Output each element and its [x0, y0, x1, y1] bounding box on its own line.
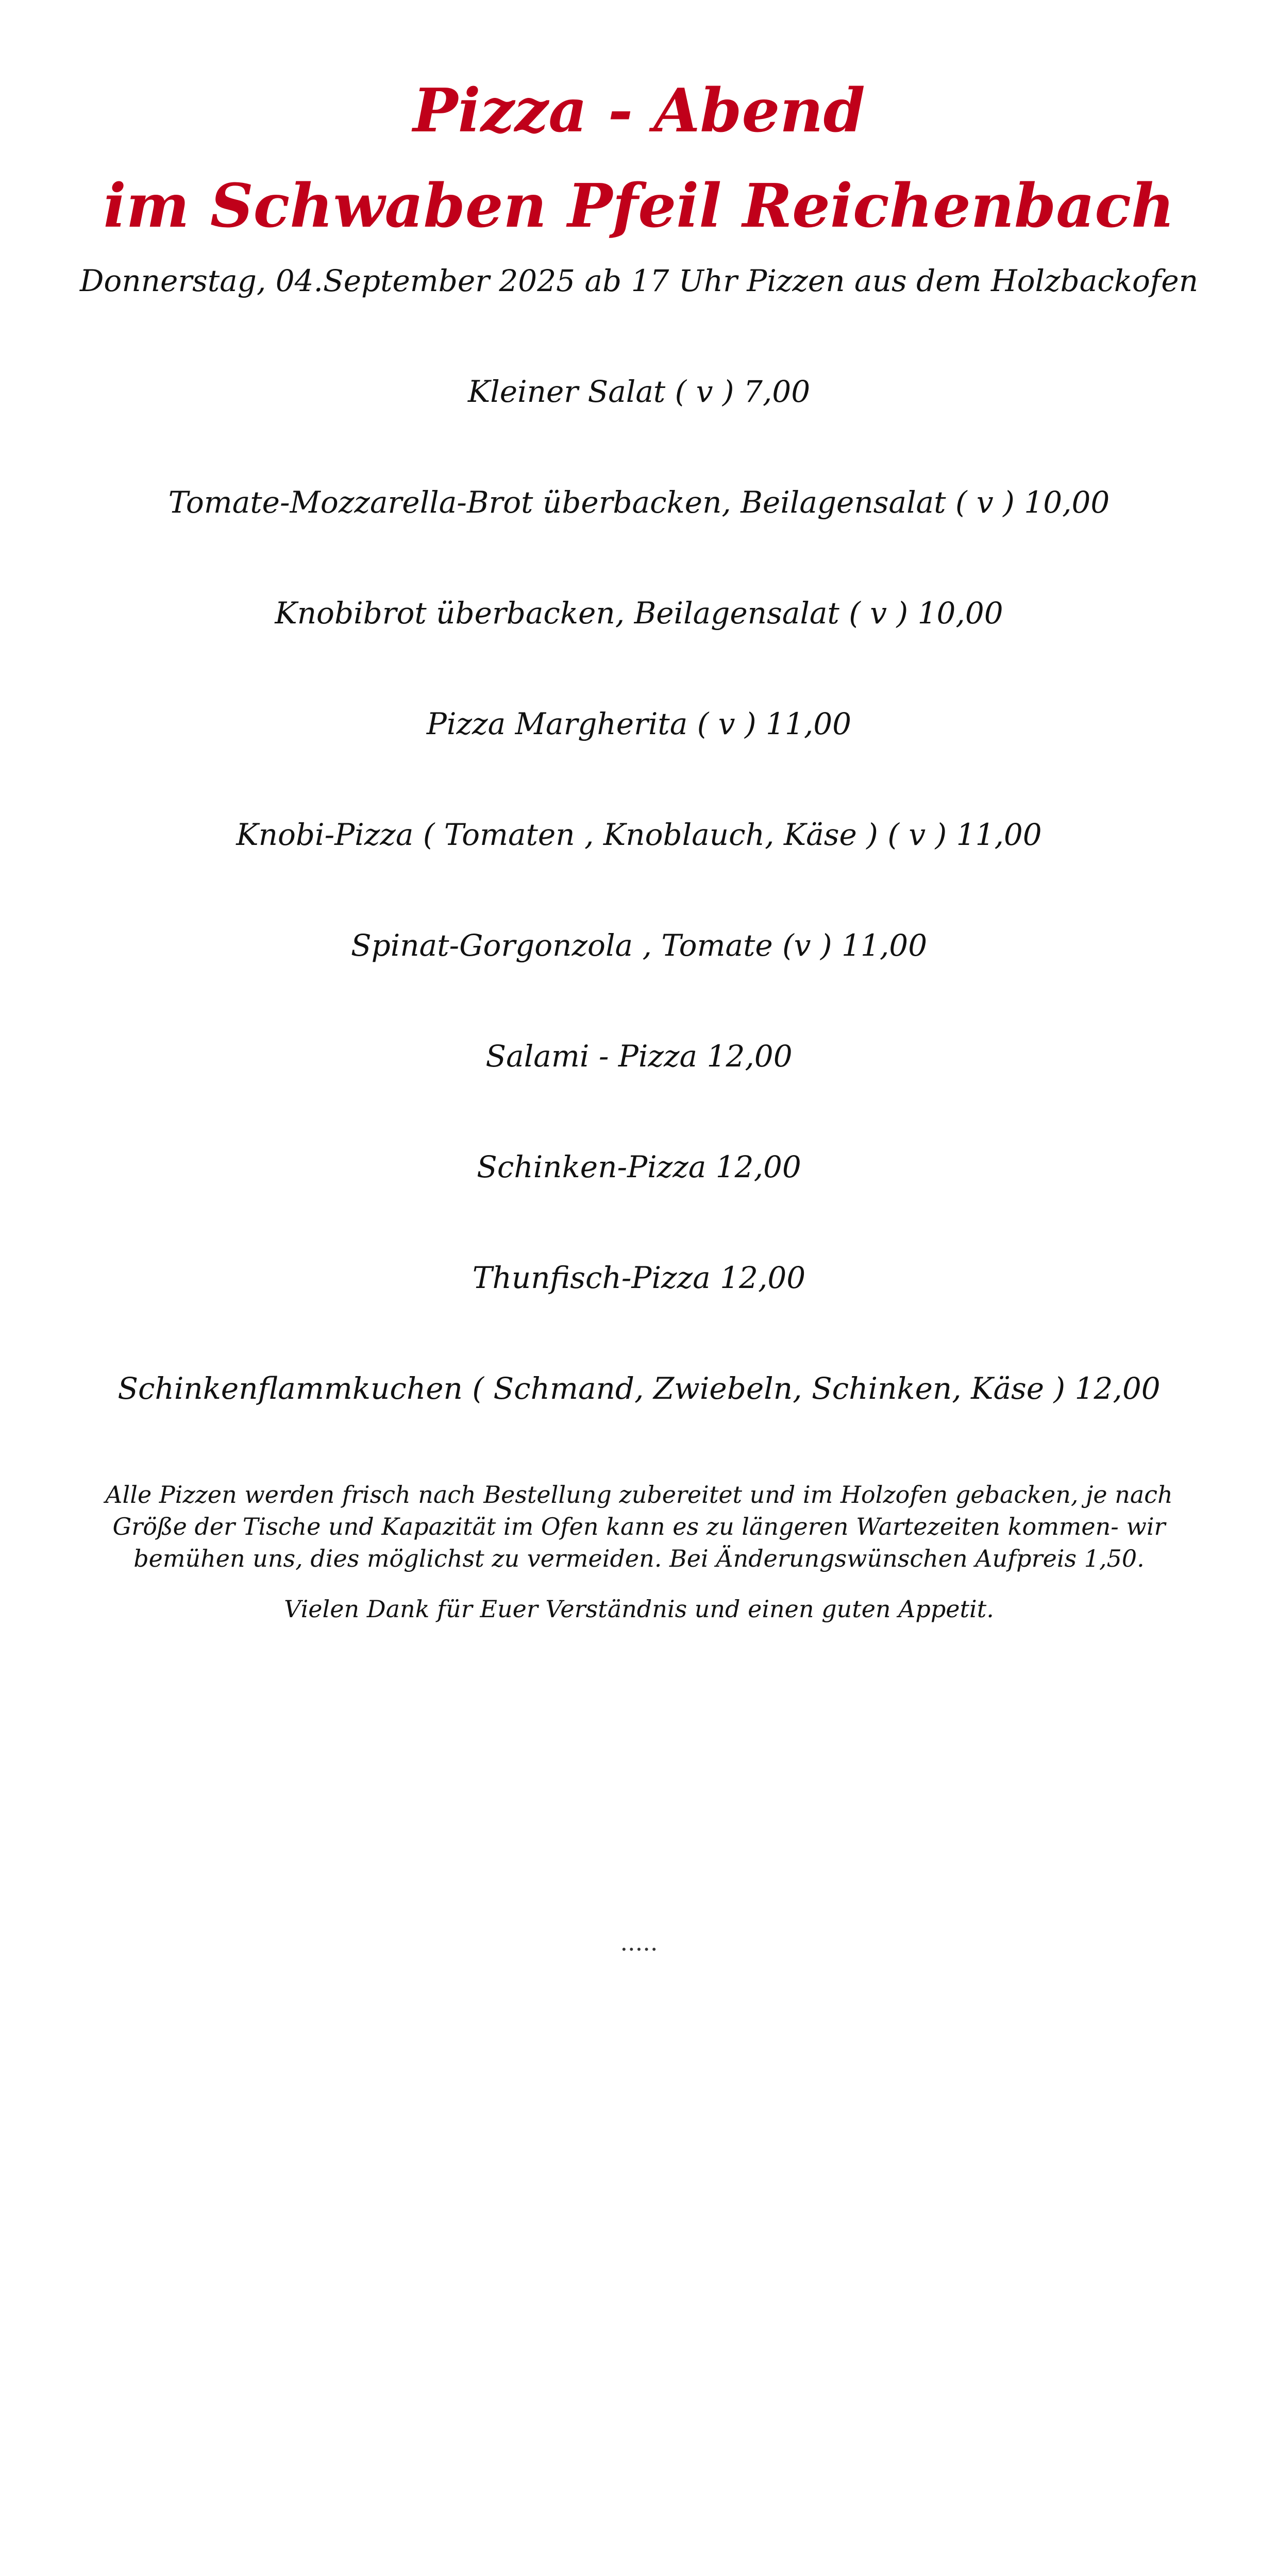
page-title-line-2: im Schwaben Pfeil Reichenbach	[103, 171, 1175, 241]
menu-item-thunfisch-pizza: Thunfisch-Pizza 12,00	[472, 1260, 806, 1295]
menu-item-kleiner-salat: Kleiner Salat ( v ) 7,00	[467, 374, 811, 409]
page-title-line-1: Pizza - Abend	[413, 76, 865, 146]
menu-item-knobi-pizza: Knobi-Pizza ( Tomaten , Knoblauch, Käse ) ( v ) 11,00	[236, 817, 1042, 852]
thank-you-line: Vielen Dank für Euer Verständnis und einen guten Appetit.	[284, 1595, 994, 1623]
event-date-subtitle: Donnerstag, 04.September 2025 ab 17 Uhr Pizzen aus dem Holzbackofen	[79, 263, 1199, 298]
menu-item-salami-pizza: Salami - Pizza 12,00	[485, 1039, 793, 1074]
menu-item-schinken-pizza: Schinken-Pizza 12,00	[477, 1149, 801, 1184]
menu-item-spinat-gorgonzola: Spinat-Gorgonzola , Tomate (v ) 11,00	[350, 928, 928, 963]
preparation-note: Alle Pizzen werden frisch nach Bestellung zubereitet und im Holzofen gebacken, je nach Größe der Tische und Kapazität im Ofen kann es zu längeren Wartezeiten kommen- wir bemühen uns, dies möglichst zu vermeiden. Bei Änderungswünschen Aufpreis 1,50.	[105, 1481, 1173, 1572]
trailing-dots: .....	[620, 1928, 658, 1956]
menu-item-tomate-mozzarella-brot: Tomate-Mozzarella-Brot überbacken, Beilagensalat ( v ) 10,00	[168, 485, 1110, 520]
menu-item-pizza-margherita: Pizza Margherita ( v ) 11,00	[426, 706, 852, 741]
menu-item-schinkenflammkuchen: Schinkenflammkuchen ( Schmand, Zwiebeln, Schinken, Käse ) 12,00	[117, 1371, 1161, 1406]
menu-item-knobibrot: Knobibrot überbacken, Beilagensalat ( v ) 10,00	[275, 596, 1003, 631]
